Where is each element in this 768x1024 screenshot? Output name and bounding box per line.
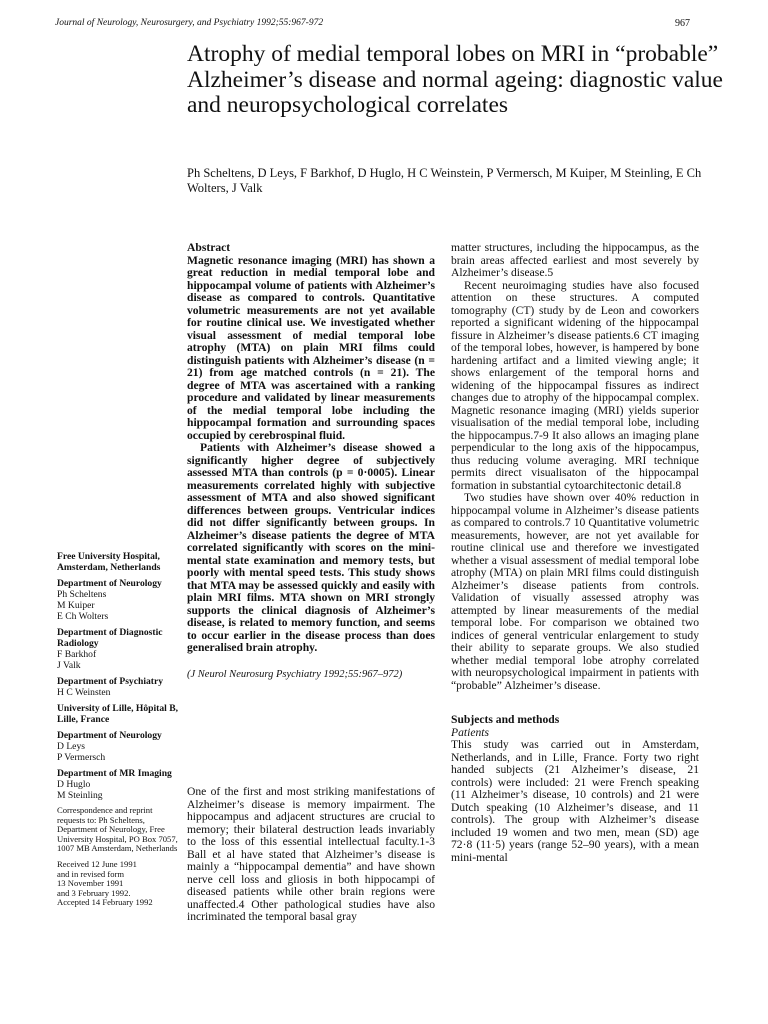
affiliation-block — [57, 578, 181, 622]
affiliations-sidebar — [57, 551, 181, 908]
article-title: Atrophy of medial temporal lobes on MRI in “probable” Alzheimer’s disease and normal ageing: diagnostic value and neuropsychological correlates — [187, 41, 723, 118]
affiliation-block — [57, 676, 181, 698]
affiliation-block — [57, 730, 181, 763]
correspondence-note: Correspondence and reprint requests to: Ph Scheltens, Department of Neurology, Free University Hospital, PO Box 7057, 1007 MB Amsterdam, Netherlands — [57, 805, 178, 854]
body-paragraph: This study was carried out in Amsterdam, Netherlands, and in Lille, France. Forty two right handed subjects (21 Alzheimer’s disease, 21 controls) were included: 21 were French speaking (11 Alzheimer’s disease, 10 controls) and 21 were Dutch speaking (10 Alzheimer’s disease, and 11 controls). The group with Alzheimer’s disease included 19 women and two men, mean (SD) age 72·8 (11·5) years (range 52–90 years), with a mean mini-mental — [451, 738, 699, 864]
affiliation-block — [57, 703, 181, 725]
abstract-heading: Abstract — [187, 241, 231, 254]
affiliation-names: F Barkhof J Valk — [57, 649, 97, 671]
page-number: 967 — [675, 18, 690, 29]
affiliation-heading: Department of Diagnostic Radiology — [57, 627, 163, 649]
body-paragraph: One of the first and most striking manifestations of Alzheimer’s disease is memory impairment. The hippocampus and adjacent structures are crucial to memory; their bilateral destruction leads invariably to the loss of this essential intellectual faculty.1-3 Ball et al have stated that Alzheimer’s disease is mainly a “hippocampal dementia” and have shown nerve cell loss and gliosis in both hippocampi of diseased patients while other brain regions were unaffected.4 Other pathological studies have also incriminated the temporal basal gray — [187, 785, 435, 923]
affiliation-names: H C Weinsten — [57, 687, 111, 698]
affiliation-block — [57, 551, 181, 573]
abstract-citation: (J Neurol Neurosurg Psychiatry 1992;55:967–972) — [187, 668, 403, 680]
abstract-body — [187, 255, 435, 655]
body-paragraph: Recent neuroimaging studies have also focused attention on these structures. A computed tomography (CT) study by de Leon and coworkers reported a significant widening of the hippocampal fissure in Alzheimer’s disease patients.6 CT imaging of the temporal lobes, however, is hampered by bone hardening artifact and a limited viewing angle; it shows enlargement of the temporal horns and widening of the hippocampal fissures as indirect changes due to atrophy of the hippocampal complex. Magnetic resonance imaging (MRI) yields superior visualisation of the medial temporal lobe, including the hippocampus.7-9 It also allows an imaging plane perpendicular to the long axis of the hippocampus, thus reducing volume averaging. MRI technique permits direct visualisaton of the hippocampal formation in substantial cytoarchitectonic detail.8 — [451, 278, 699, 492]
affiliation-block — [57, 768, 181, 801]
abstract-paragraph: Magnetic resonance imaging (MRI) has shown a great reduction in medial temporal lobe and hippocampal volume of patients with Alzheimer’s disease as compared to controls. Quantitative volumetric measurements are not yet available for routine clinical use. We investigated whether visual assessment of medial temporal lobe atrophy (MTA) on plain MRI films could distinguish patients with Alzheimer’s disease (n = 21) from age matched controls (n = 21). The degree of MTA was ascertained with a ranking procedure and validated by linear measurements of the medial temporal lobe including the hippocampal formation and surrounding spaces occupied by cerebrospinal fluid. — [187, 253, 435, 442]
affiliation-names: Ph Scheltens M Kuiper E Ch Wolters — [57, 589, 109, 622]
affiliation-heading: Department of Psychiatry — [57, 676, 164, 687]
body-paragraph: Two studies have shown over 40% reduction in hippocampal volume in Alzheimer’s disease patients as compared to controls.7 10 Quantitative volumetric measurements, however, are not yet available for routine clinical use and therefore we investigated whether a visual assessment of medial temporal lobe atrophy (MTA) on plain MRI films could distinguish Alzheimer’s disease patients from controls. Validation of visually assessed atrophy was attempted by linear measurements of the medial temporal lobe. For comparison we obtained two indices of general ventricular enlargement to study their ability to separate groups. We also studied whether medial temporal lobe atrophy correlated with neuropsychological impairment in patients with “probable” Alzheimer’s disease. — [451, 491, 699, 692]
right-column — [451, 242, 699, 864]
affiliation-names: D Huglo M Steinling — [57, 779, 103, 801]
abstract-section — [187, 242, 435, 681]
affiliation-block — [57, 627, 181, 671]
affiliation-heading: Department of MR Imaging — [57, 768, 172, 779]
section-heading: Subjects and methods — [451, 713, 560, 726]
affiliation-heading: University of Lille, Hôpital B, Lille, France — [57, 703, 178, 725]
affiliation-heading: Free University Hospital, Amsterdam, Netherlands — [57, 551, 161, 573]
affiliation-names: D Leys P Vermersch — [57, 741, 106, 763]
author-list: Ph Scheltens, D Leys, F Barkhof, D Huglo, H C Weinstein, P Vermersch, M Kuiper, M Steinling, E Ch Wolters, J Valk — [187, 166, 702, 195]
subsection-heading: Patients — [451, 725, 489, 739]
journal-citation-header: Journal of Neurology, Neurosurgery, and Psychiatry 1992;55:967-972 — [55, 18, 324, 28]
introduction-text — [187, 786, 435, 924]
received-dates: Received 12 June 1991 and in revised form 13 November 1991 and 3 February 1992. Accepted 14 February 1992 — [57, 858, 153, 908]
body-paragraph: matter structures, including the hippocampus, as the brain areas affected earliest and most severely by Alzheimer’s disease.5 — [451, 241, 699, 279]
abstract-paragraph: Patients with Alzheimer’s disease showed a significantly higher degree of subjectively assessed MTA than controls (p = 0·0005). Linear measurements correlated highly with subjective assessment of MTA and also showed significant differences between groups. Ventricular indices did not differ significantly between groups. In Alzheimer’s disease patients the degree of MTA correlated significantly with scores on the mini-mental state examination and memory tests, but poorly with mental speed tests. This study shows that MTA may be assessed quickly and easily with plain MRI films. MTA shown on MRI strongly supports the clinical diagnosis of Alzheimer’s disease, is related to memory function, and seems to occur earlier in the disease process than does generalised brain atrophy. — [187, 441, 435, 654]
affiliation-heading: Department of Neurology — [57, 730, 162, 741]
affiliation-heading: Department of Neurology — [57, 578, 162, 589]
